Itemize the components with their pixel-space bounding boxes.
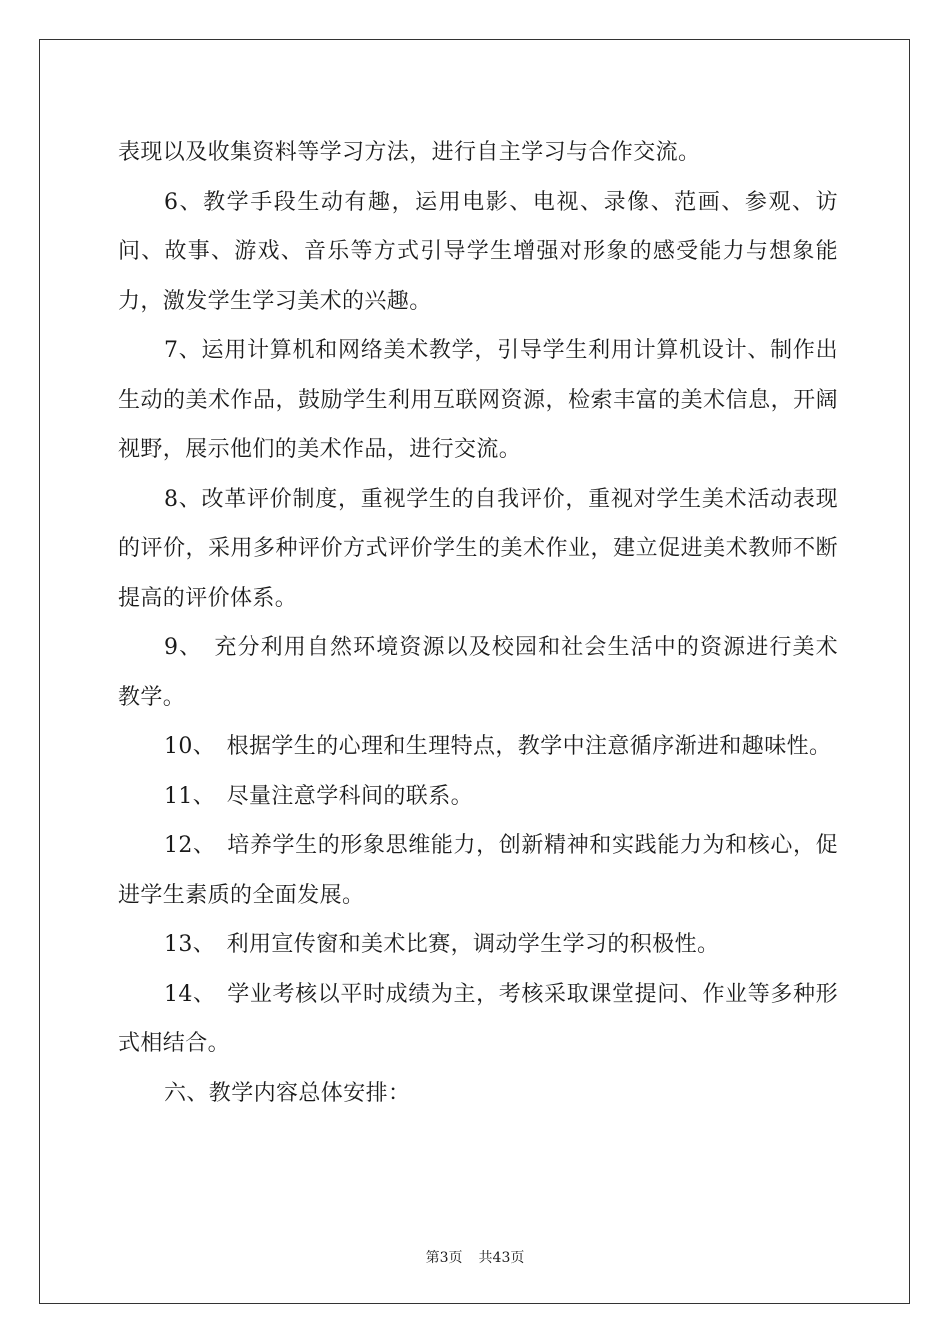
paragraph-item-6: 6、教学手段生动有趣，运用电影、电视、录像、范画、参观、访问、故事、游戏、音乐等方式引导学生增强对形象的感受能力与想象能力，激发学生学习美术的兴趣。: [118, 189, 838, 314]
paragraph-item-7: 7、运用计算机和网络美术教学，引导学生利用计算机设计、制作出生动的美术作品，鼓励学生利用互联网资源，检索丰富的美术信息，开阔视野，展示他们的美术作品，进行交流。: [118, 338, 838, 462]
document-body: [118, 128, 838, 1118]
paragraph-item-9: 9、 充分利用自然环境资源以及校园和社会生活中的资源进行美术教学。: [118, 635, 838, 710]
paragraph-item-11: 11、 尽量注意学科间的联系。: [164, 783, 473, 809]
page-number: 第3页: [425, 1250, 463, 1266]
paragraph-item-12: 12、 培养学生的形象思维能力，创新精神和实践能力为和核心，促进学生素质的全面发展。: [118, 833, 838, 908]
paragraph-item-13: 13、 利用宣传窗和美术比赛，调动学生学习的积极性。: [164, 932, 720, 957]
page-total: 共43页: [478, 1250, 525, 1266]
section-heading-six: 六、教学内容总体安排：: [164, 1080, 411, 1106]
paragraph-item-14: 14、 学业考核以平时成绩为主，考核采取课堂提问、作业等多种形式相结合。: [118, 981, 838, 1056]
page-footer: [0, 1247, 950, 1267]
paragraph-item-10: 10、 根据学生的心理和生理特点，教学中注意循序渐进和趣味性。: [164, 734, 832, 759]
paragraph-item-8: 8、改革评价制度，重视学生的自我评价，重视对学生美术活动表现的评价，采用多种评价方式评价学生的美术作业，建立促进美术教师不断提高的评价体系。: [118, 486, 838, 611]
paragraph-continuation: 表现以及收集资料等学习方法，进行自主学习与合作交流。: [118, 140, 701, 165]
